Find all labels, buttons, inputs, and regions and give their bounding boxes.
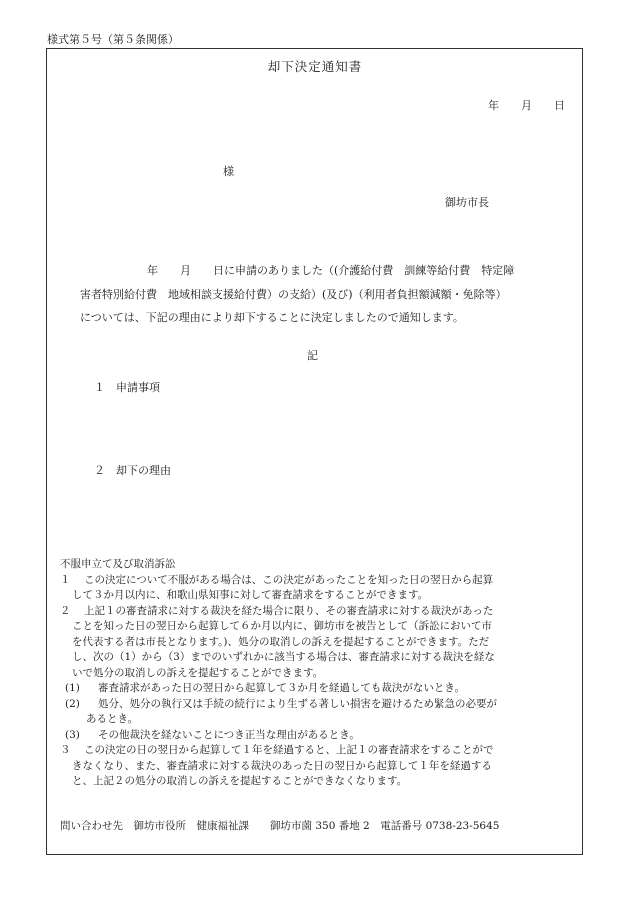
appeal-line-text: 処分、処分の執行又は手続の続行により生ずる著しい損害を避けるため緊急の必要が [98,697,497,710]
appeal-line [60,712,585,728]
body-line: 年 月 日に申請のありました（(介護給付費 訓練等給付費 特定障 [147,264,515,277]
appeal-line [60,635,585,651]
appeal-section [60,557,585,790]
appeal-line-number: １ [60,573,71,586]
appeal-line-text: と、上記２の処分の取消しの訴えを提起することができなくなります。 [72,775,408,787]
appeal-line-text: 審査請求があった日の翌日から起算して３か月を経過しても裁決がないとき。 [98,682,465,694]
body-line: については、下記の理由により却下することに決定しましたので通知します。 [80,311,464,324]
appeal-line [60,728,585,744]
form-number: 様式第５号（第５条関係） [47,33,179,46]
appeal-line-text: この決定について不服がある場合は、この決定があったことを知った日の翌日から起算 [84,573,494,586]
appeal-line-text: この決定の日の翌日から起算して１年を経過すると、上記１の審査請求をすることがで [84,744,494,756]
appeal-line [60,619,585,635]
appeal-line-text: あるとき。 [86,713,139,725]
appeal-line [60,588,585,604]
appeal-line [60,697,585,713]
ki-heading: 記 [307,349,318,362]
appeal-line [60,743,585,759]
appeal-heading: 不服申立て及び取消訴訟 [60,558,176,570]
body-line: 害者特別給付費 地域相談支援給付費）の支給）(及び)（利用者負担額減額・免除等） [80,287,507,301]
document-title: 却下決定通知書 [267,59,363,74]
appeal-line-number: ３ [60,744,71,756]
appeal-line-number: (3) [65,728,80,741]
appeal-line [60,666,585,682]
contact-info: 問い合わせ先 御坊市役所 健康福祉課 御坊市薗 350 番地 2 電話番号 0738-23-5645 [60,820,500,832]
appeal-line-text: し、次の（1）から（3）までのいずれかに該当する場合は、審査請求に対する裁決を経な [72,651,495,663]
appeal-line [60,650,585,666]
appeal-line-number: (2) [65,697,80,710]
item-application: １ 申請事項 [94,381,160,394]
appeal-line [60,681,585,697]
appeal-line-text: ことを知った日の翌日から起算して６か月以内に、御坊市を被告として（訴訟において市 [72,620,492,632]
appeal-line-text: いで処分の取消しの訴えを提起することができます。 [72,666,324,679]
item-rejection-reason: ２ 却下の理由 [94,464,171,477]
appeal-line [60,604,585,620]
appeal-line-text: 上記１の審査請求に対する裁決を経た場合に限り、その審査請求に対する裁決があった [84,604,494,617]
issuer-name: 御坊市長 [445,196,489,209]
appeal-line-text: きなくなり、また、審査請求に対する裁決のあった日の翌日から起算して１年を経過する [72,759,492,772]
issue-date: 年 月 日 [488,99,565,112]
appeal-line-text: その他裁決を経ないことにつき正当な理由があるとき。 [98,728,360,741]
appeal-line-number: (1) [65,682,80,694]
appeal-line-number: ２ [60,604,71,617]
addressee-suffix: 様 [223,165,234,178]
appeal-line-text: して３か月以内に、和歌山県知事に対して審査請求をすることができます。 [72,589,429,601]
appeal-line-text: を代表する者は市長となります。)、処分の取消しの訴えを提起することができます。ただ [72,635,490,648]
notice-body [80,259,580,330]
appeal-line [60,759,585,775]
appeal-line [60,774,585,790]
appeal-line [60,573,585,589]
